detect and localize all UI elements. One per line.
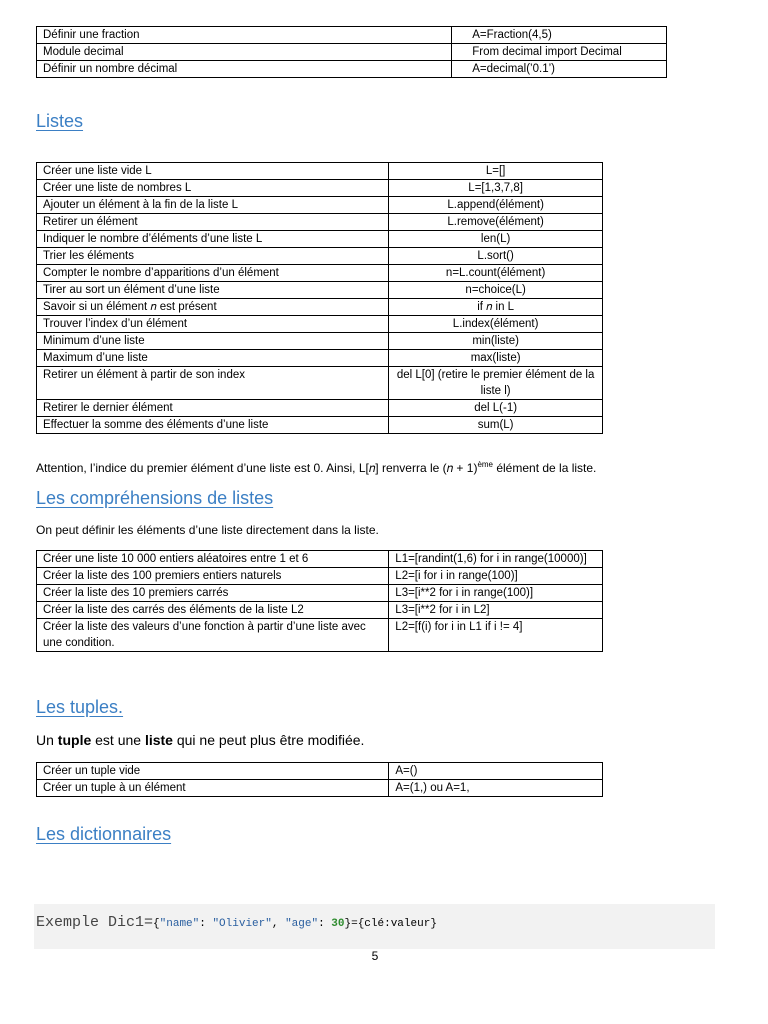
row-label: Tirer au sort un élément d’une liste <box>37 282 389 299</box>
table-row <box>37 400 603 417</box>
table-row <box>37 299 603 316</box>
tuples-table <box>36 762 603 797</box>
row-code: max(liste) <box>389 350 603 367</box>
row-code: L.sort() <box>389 248 603 265</box>
row-code: L=[1,3,7,8] <box>389 180 603 197</box>
table-row <box>37 350 603 367</box>
table-row <box>37 265 603 282</box>
row-label: Créer un tuple à un élément <box>37 780 389 797</box>
fraction-decimal-table <box>36 26 667 78</box>
heading-dictionnaires: Les dictionnaires <box>36 824 172 844</box>
row-label: Créer une liste vide L <box>37 163 389 180</box>
table-row <box>37 619 603 652</box>
row-code: L1=[randint(1,6) for i in range(10000)] <box>389 551 603 568</box>
row-label: Module decimal <box>37 44 452 61</box>
row-label: Créer une liste 10 000 entiers aléatoires entre 1 et 6 <box>37 551 389 568</box>
table-row <box>37 61 667 78</box>
table-row <box>37 333 603 350</box>
listes-note: Attention, l’indice du premier élément d’une liste est 0. Ainsi, L[𝑛] renverra le (𝑛 + 1)$^{ème}$ élément de la liste. <box>36 460 597 475</box>
row-label: Définir un nombre décimal <box>37 61 452 78</box>
row-label: Créer un tuple vide <box>37 763 389 780</box>
table-row <box>37 248 603 265</box>
row-label: Compter le nombre d’apparitions d’un élément <box>37 265 389 282</box>
row-label: Trouver l’index d’un élément <box>37 316 389 333</box>
row-label: Indiquer le nombre d’éléments d’une liste L <box>37 231 389 248</box>
row-label: Définir une fraction <box>37 27 452 44</box>
heading-listes: Listes <box>36 111 84 131</box>
row-label: Trier les éléments <box>37 248 389 265</box>
dictionary-code-block <box>34 904 715 949</box>
row-label: Créer la liste des 10 premiers carrés <box>37 585 389 602</box>
comprehensions-intro: On peut définir les éléments d’une liste directement dans la liste. <box>36 523 379 537</box>
row-code: L3=[i**2 for i in range(100)] <box>389 585 603 602</box>
listes-table <box>36 162 603 434</box>
table-row <box>37 214 603 231</box>
row-code: L2=[f(i) for i in L1 if i != 4] <box>389 619 603 652</box>
row-code: From decimal import Decimal <box>452 44 667 61</box>
dictionary-code-line: Exemple Dic1={"name": "Olivier", "age": 30}={clé:valeur} <box>36 914 437 931</box>
table-row <box>37 197 603 214</box>
table-row <box>37 417 603 434</box>
row-code: L3=[i**2 for i in L2] <box>389 602 603 619</box>
table-row <box>37 568 603 585</box>
table-row <box>37 367 603 400</box>
row-label: Créer une liste de nombres L <box>37 180 389 197</box>
row-code: n=choice(L) <box>389 282 603 299</box>
row-label: Créer la liste des valeurs d’une fonction à partir d’une liste avec une condition. <box>37 619 389 652</box>
row-code: A=(1,) ou A=1, <box>389 780 603 797</box>
row-code: L.append(élément) <box>389 197 603 214</box>
table-row <box>37 551 603 568</box>
table-row <box>37 316 603 333</box>
table-row <box>37 780 603 797</box>
row-code: L.index(élément) <box>389 316 603 333</box>
row-label: Retirer le dernier élément <box>37 400 389 417</box>
comprehensions-table <box>36 550 603 652</box>
row-label: Maximum d’une liste <box>37 350 389 367</box>
row-code: L.remove(élément) <box>389 214 603 231</box>
row-label: Savoir si un élément 𝑛 est présent <box>37 299 389 316</box>
row-code: len(L) <box>389 231 603 248</box>
table-row <box>37 27 667 44</box>
row-code: if 𝑛 in L <box>389 299 603 316</box>
row-code: L=[] <box>389 163 603 180</box>
table-row <box>37 585 603 602</box>
table-row <box>37 763 603 780</box>
row-label: Effectuer la somme des éléments d’une liste <box>37 417 389 434</box>
heading-tuples: Les tuples. <box>36 697 124 717</box>
row-label: Minimum d’une liste <box>37 333 389 350</box>
table-row <box>37 602 603 619</box>
row-label: Créer la liste des 100 premiers entiers naturels <box>37 568 389 585</box>
table-row <box>37 44 667 61</box>
tuples-intro: Un tuple est une liste qui ne peut plus être modifiée. <box>36 732 365 748</box>
page-number: 5 <box>371 949 379 963</box>
heading-comprehensions: Les compréhensions de listes <box>36 488 274 508</box>
row-code: del L[0] (retire le premier élément de la liste l) <box>389 367 603 400</box>
row-code: A=() <box>389 763 603 780</box>
row-label: Ajouter un élément à la fin de la liste L <box>37 197 389 214</box>
row-code: sum(L) <box>389 417 603 434</box>
row-label: Créer la liste des carrés des éléments de la liste L2 <box>37 602 389 619</box>
table-row <box>37 282 603 299</box>
row-code: L2=[i for i in range(100)] <box>389 568 603 585</box>
row-code: min(liste) <box>389 333 603 350</box>
row-code: A=decimal(’0.1’) <box>452 61 667 78</box>
row-code: del L(-1) <box>389 400 603 417</box>
row-label: Retirer un élément <box>37 214 389 231</box>
row-code: n=L.count(élément) <box>389 265 603 282</box>
table-row <box>37 163 603 180</box>
table-row <box>37 180 603 197</box>
row-code: A=Fraction(4,5) <box>452 27 667 44</box>
table-row <box>37 231 603 248</box>
row-label: Retirer un élément à partir de son index <box>37 367 389 400</box>
